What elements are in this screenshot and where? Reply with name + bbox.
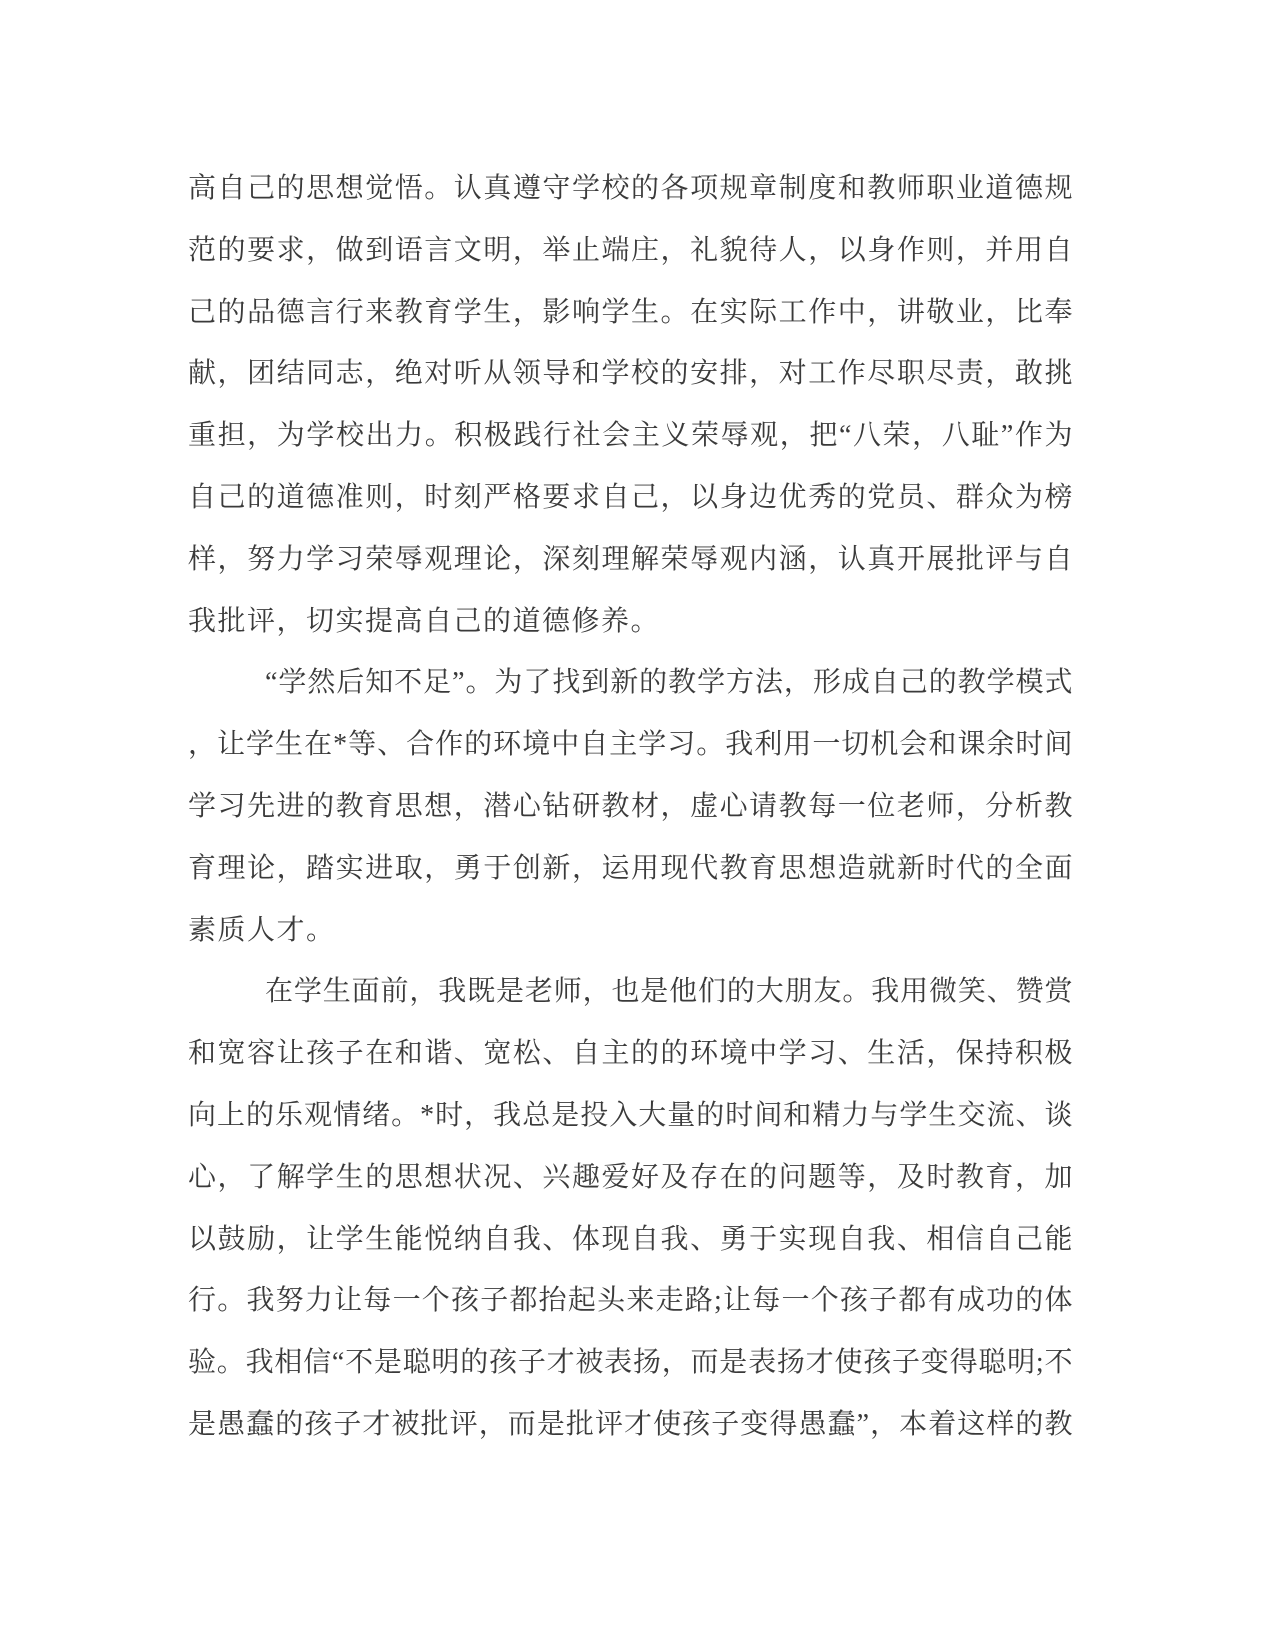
text-line-11: 学习先进的教育思想，潜心钻研教材，虚心请教每一位老师，分析教 xyxy=(188,790,1073,822)
text-line-14: 在学生面前，我既是老师，也是他们的大朋友。我用微笑、赞赏 xyxy=(265,976,1073,1008)
text-line-13: 素质人才。 xyxy=(188,914,336,946)
text-line-05: 重担，为学校出力。积极践行社会主义荣辱观，把“八荣，八耻”作为 xyxy=(188,420,1073,452)
text-line-21: 是愚蠢的孩子才被批评，而是批评才使孩子变得愚蠢”，本着这样的教 xyxy=(188,1408,1073,1440)
text-line-07: 样，努力学习荣辱观理论，深刻理解荣辱观内涵，认真开展批评与自 xyxy=(188,543,1073,575)
text-line-03: 己的品德言行来教育学生，影响学生。在实际工作中，讲敬业，比奉 xyxy=(188,296,1073,328)
text-line-02: 范的要求，做到语言文明，举止端庄，礼貌待人，以身作则，并用自 xyxy=(188,234,1073,266)
text-line-12: 育理论，踏实进取，勇于创新，运用现代教育思想造就新时代的全面 xyxy=(188,852,1073,884)
text-line-06: 自己的道德准则，时刻严格要求自己，以身边优秀的党员、群众为榜 xyxy=(188,481,1073,513)
text-line-15: 和宽容让孩子在和谐、宽松、自主的的环境中学习、生活，保持积极 xyxy=(188,1038,1073,1070)
text-line-09: “学然后知不足”。为了找到新的教学方法，形成自己的教学模式 xyxy=(265,667,1073,699)
text-line-08: 我批评，切实提高自己的道德修养。 xyxy=(188,605,661,637)
text-line-10: ，让学生在*等、合作的环境中自主学习。我利用一切机会和课余时间 xyxy=(188,729,1073,761)
text-line-20: 验。我相信“不是聪明的孩子才被表扬，而是表扬才使孩子变得聪明;不 xyxy=(188,1347,1073,1379)
text-line-18: 以鼓励，让学生能悦纳自我、体现自我、勇于实现自我、相信自己能 xyxy=(188,1223,1073,1255)
text-line-17: 心，了解学生的思想状况、兴趣爱好及存在的问题等，及时教育，加 xyxy=(188,1161,1073,1193)
text-line-16: 向上的乐观情绪。*时，我总是投入大量的时间和精力与学生交流、谈 xyxy=(188,1099,1073,1131)
text-line-01: 高自己的思想觉悟。认真遵守学校的各项规章制度和教师职业道德规 xyxy=(188,173,1073,204)
text-line-04: 献，团结同志，绝对听从领导和学校的安排，对工作尽职尽责，敢挑 xyxy=(188,358,1073,390)
text-line-19: 行。我努力让每一个孩子都抬起头来走路;让每一个孩子都有成功的体 xyxy=(188,1285,1073,1317)
document-text-block xyxy=(188,158,1073,1456)
